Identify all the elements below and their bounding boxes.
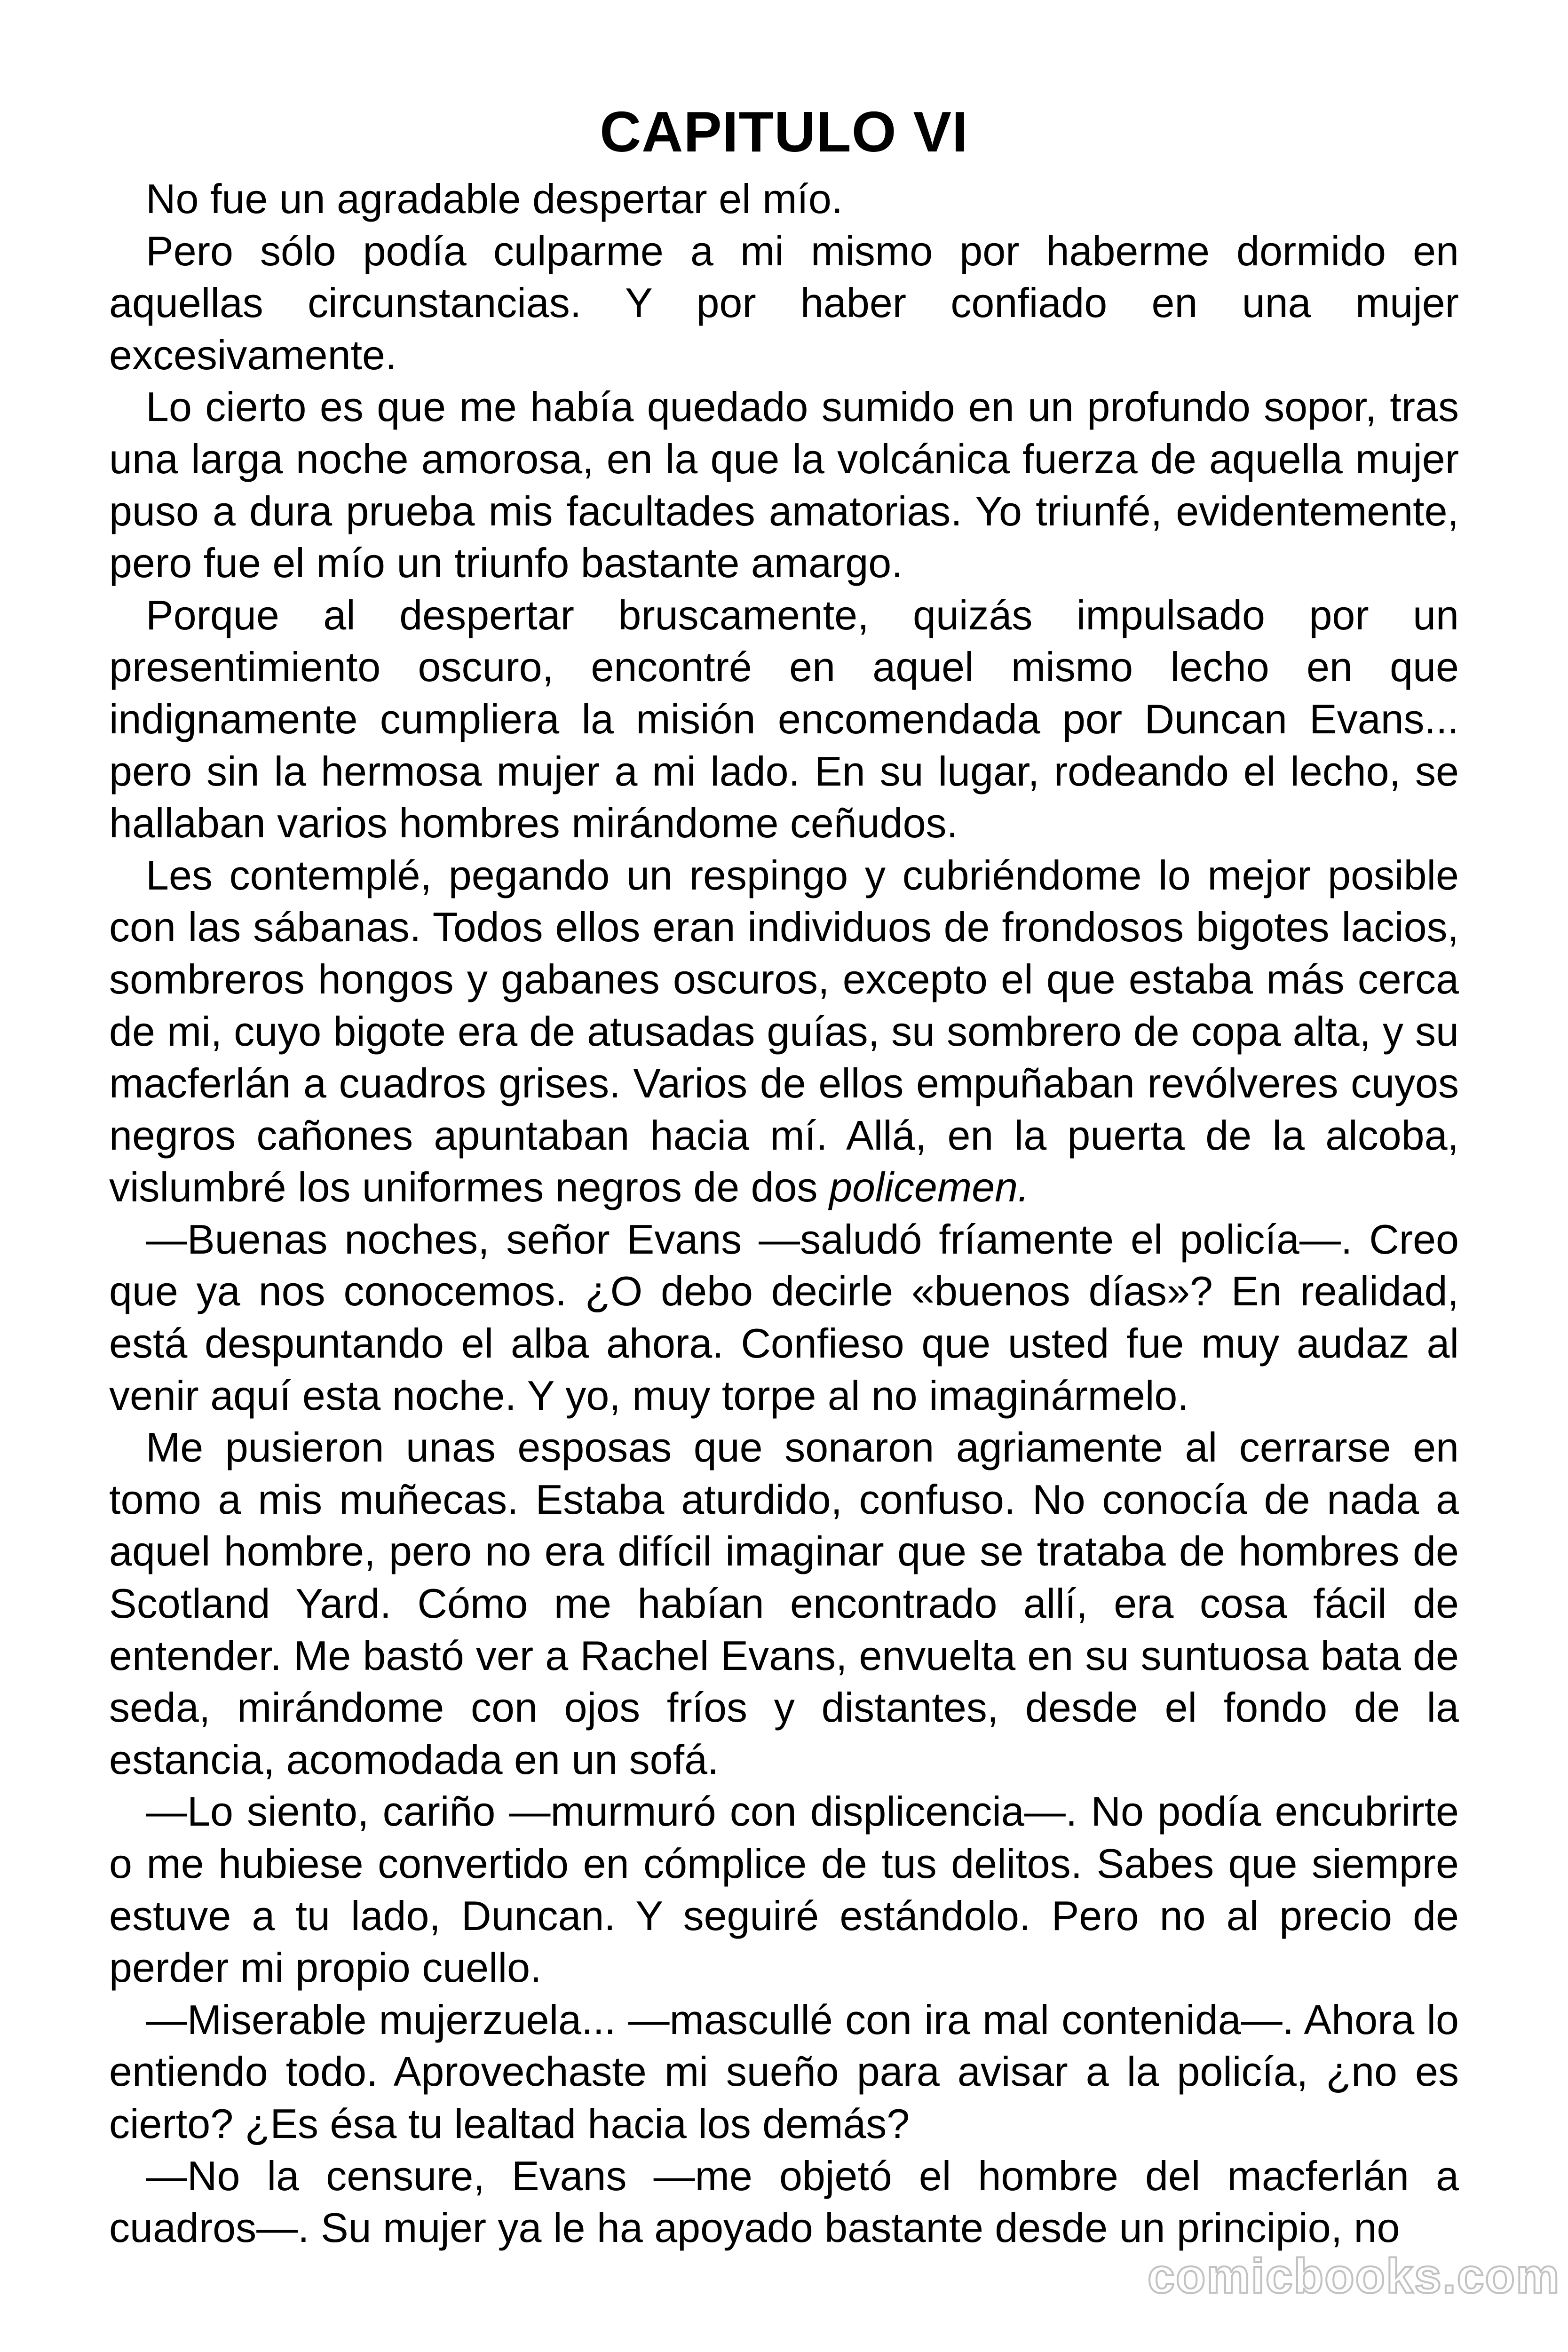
paragraph-10: —No la censure, Evans —me objetó el hombre del macferlán a cuadros—. Su mujer ya le ha apoyado bastante desde un principio, no	[109, 2152, 1459, 2251]
chapter-title: CAPITULO VI	[600, 99, 968, 164]
paragraph-9: —Miserable mujerzuela... —mascullé con ira mal contenida—. Ahora lo entiendo todo. Aprovechaste mi sueño para avisar a la policía, ¿no es cierto? ¿Es ésa tu lealtad hacia los demás?	[109, 1996, 1459, 2147]
paragraph-1: No fue un agradable despertar el mío.	[146, 175, 843, 222]
paragraph-5-text: Les contemplé, pegando un respingo y cubriéndome lo mejor posible con las sábanas. Todos ellos eran individuos de frondosos bigotes lacios, sombreros hongos y gabanes oscuros, excepto el que estaba más cerca de mi, cuyo bigote era de atusadas guías, su sombrero de copa alta, y su macferlán a cuadros grises. Varios de ellos empuñaban revólveres cuyos negros cañones apuntaban hacia mí. Allá, en la puerta de la alcoba, vislumbré los uniformes negros de dos	[109, 851, 1459, 1211]
italic-phrase: policemen.	[829, 1164, 1029, 1211]
paragraph-8: —Lo siento, cariño —murmuró con displicencia—. No podía encubrirte o me hubiese convertido en cómplice de tus delitos. Sabes que siempre estuve a tu lado, Duncan. Y seguiré estándolo. Pero no al precio de perder mi propio cuello.	[109, 1788, 1459, 1991]
chapter-body	[109, 173, 1459, 2254]
paragraph-3: Lo cierto es que me había quedado sumido en un profundo sopor, tras una larga noche amorosa, en la que la volcánica fuerza de aquella mujer puso a dura prueba mis facultades amatorias. Yo triunfé, evidentemente, pero fue el mío un triunfo bastante amargo.	[109, 383, 1459, 587]
paragraph-5	[109, 850, 1459, 1214]
site-watermark: comicbooks.com	[1148, 2249, 1560, 2304]
paragraph-4: Porque al despertar bruscamente, quizás impulsado por un presentimiento oscuro, encontré en aquel mismo lecho en que indignamente cumpliera la misión encomendada por Duncan Evans... pero sin la hermosa mujer a mi lado. En su lugar, rodeando el lecho, se hallaban varios hombres mirándome ceñudos.	[109, 591, 1459, 847]
paragraph-2: Pero sólo podía culparme a mi mismo por haberme dormido en aquellas circunstancias. Y por haber confiado en una mujer excesivamente.	[109, 227, 1459, 378]
paragraph-7: Me pusieron unas esposas que sonaron agriamente al cerrarse en tomo a mis muñecas. Estaba aturdido, confuso. No conocía de nada a aquel hombre, pero no era difícil imaginar que se trataba de hombres de Scotland Yard. Cómo me habían encontrado allí, era cosa fácil de entender. Me bastó ver a Rachel Evans, envuelta en su suntuosa bata de seda, mirándome con ojos fríos y distantes, desde el fondo de la estancia, acomodada en un sofá.	[109, 1424, 1459, 1783]
paragraph-6: —Buenas noches, señor Evans —saludó fríamente el policía—. Creo que ya nos conocemos. ¿O debo decirle «buenos días»? En realidad, está despuntando el alba ahora. Confieso que usted fue muy audaz al venir aquí esta noche. Y yo, muy torpe al no imaginármelo.	[109, 1216, 1459, 1419]
